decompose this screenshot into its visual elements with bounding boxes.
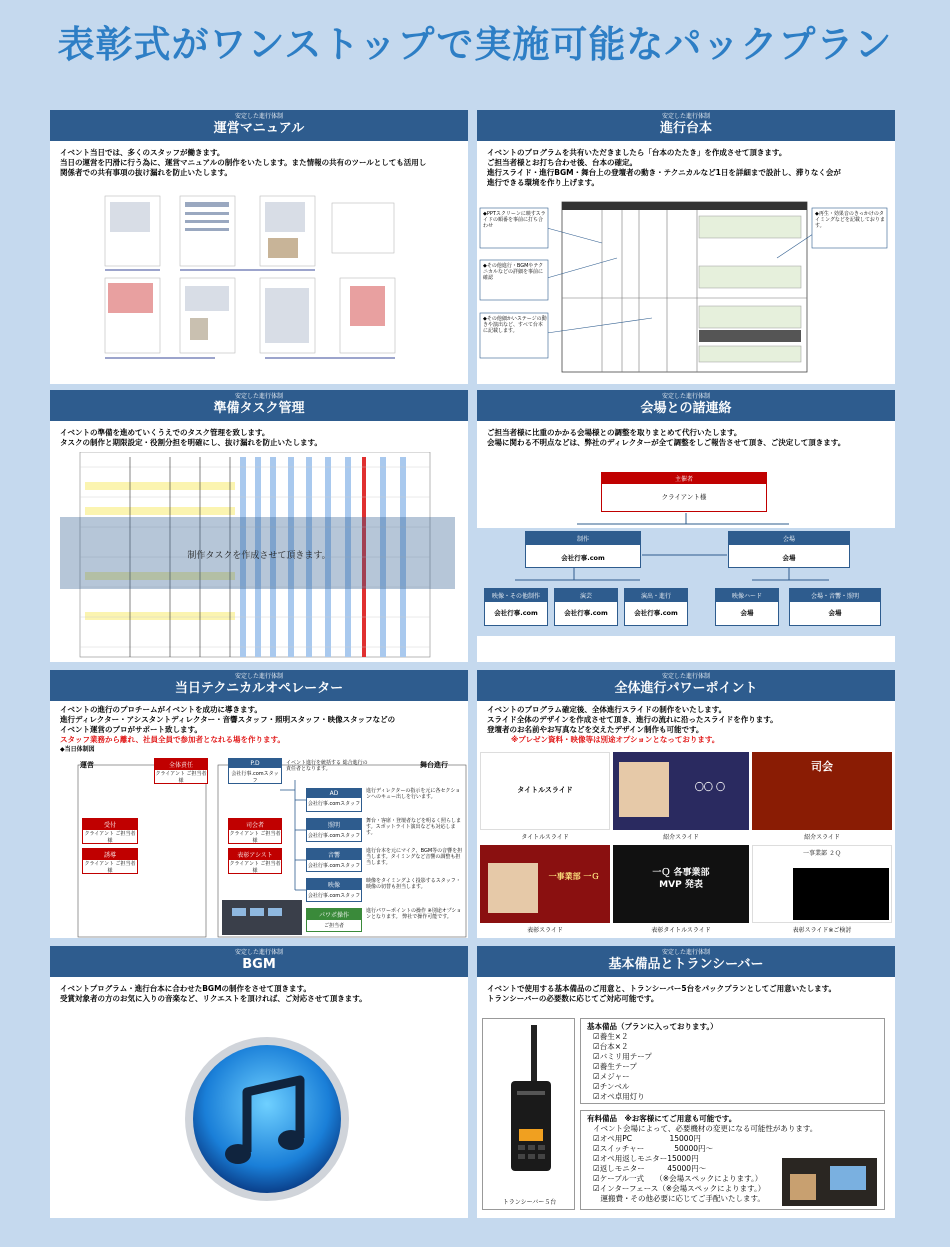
org-box-venue xyxy=(728,531,850,568)
op-box-head: 照明 xyxy=(307,819,361,830)
op-box-value: 会社行事.comスタッフ xyxy=(307,893,361,899)
header-subtitle: 安定した進行体制 xyxy=(661,673,710,680)
desc-line: イベントプログラム・進行台本に合わせたBGMの制作をさせて頂きます。 xyxy=(60,984,311,993)
op-note-pd: イベント進行を統括する 総合進行の責任者となります。 xyxy=(286,760,368,772)
panel-venue xyxy=(477,390,895,662)
basic-equipment-box xyxy=(580,1018,885,1104)
org-box-head: 演出・進行 xyxy=(625,589,687,602)
op-note-video: 映像をタイミングよく投影するスタッフ・映像の切替も担当します。 xyxy=(366,878,461,890)
panel-bgm xyxy=(50,946,468,1218)
panel-header xyxy=(50,390,468,421)
slide-thumb xyxy=(613,752,749,830)
operator-right-label: 舞台進行 xyxy=(420,761,448,769)
op-box-ad xyxy=(306,788,362,812)
desc-line: 進行ディレクター・アシスタントディレクター・音響スタッフ・照明スタッフ・映像スタッフなどの xyxy=(60,715,396,724)
desc-line: 登壇者のお名前やお写真などを交えたデザイン制作も可能です。 xyxy=(487,725,704,734)
header-title: 進行台本 xyxy=(659,121,712,136)
panel-header xyxy=(50,946,468,977)
op-box-value: クライアント ご担当者様 xyxy=(229,861,281,874)
panel-description xyxy=(50,141,468,178)
op-box-head: 司会者 xyxy=(229,819,281,830)
header-title: 全体進行パワーポイント xyxy=(614,681,758,696)
op-box-head: AD xyxy=(307,789,361,798)
op-box-value: クライアント ご担当者様 xyxy=(229,831,281,844)
slide-photo xyxy=(619,762,669,817)
op-box-head: 表彰アシスト xyxy=(229,849,281,860)
slide-caption: 表彰スライド※ご検討 xyxy=(792,927,852,934)
slide-black-area xyxy=(793,868,889,920)
operator-figure xyxy=(790,1174,816,1200)
org-box-value: 会場 xyxy=(740,609,754,617)
org-box-value: 会社行事.com xyxy=(494,609,538,617)
desc-line: イベントの準備を進めていくうえでのタスク管理を致します。 xyxy=(60,428,270,437)
org-box-entertainment xyxy=(554,588,618,626)
paid-item: 運搬費・その他必要に応じてご手配いたします。 xyxy=(593,1194,765,1203)
radio-caption: トランシーバー５台 xyxy=(502,1199,557,1206)
op-box-director xyxy=(154,758,208,784)
op-box-head: 受付 xyxy=(83,819,137,830)
basic-item: ☑養生×２ xyxy=(593,1032,629,1041)
org-box-head: 映像・その他制作 xyxy=(485,589,547,602)
desc-line: 進行スライド・進行BGM・舞台上の登壇者の動き・テクニカルなど1日を詳細まで設計し、滞りなく会が xyxy=(487,168,841,177)
slide-inner-text: 司会 xyxy=(811,760,833,773)
desc-line: イベント当日では、多くのスタッフが働きます。 xyxy=(60,148,225,157)
paid-item: ☑返しモニター 45000円〜 xyxy=(593,1164,707,1173)
op-note-ppt: 進行パワーポイントの操作 ※別途オプションとなります。 弊社で操作可能です。 xyxy=(366,908,462,920)
op-box-head: 全体責任 xyxy=(155,759,207,770)
org-box-value: 会社行事.com xyxy=(564,609,608,617)
header-subtitle: 安定した進行体制 xyxy=(661,393,710,400)
chart-label: ◆当日体制図 xyxy=(60,746,95,753)
page-title: 表彰式がワンストップで実施可能なパックプラン xyxy=(57,23,893,66)
slide-caption: 紹介スライド xyxy=(663,834,699,841)
script-callout: ◆再生・効果音のきっかけのタイミングなどを記載しております。 xyxy=(815,211,885,229)
desc-line: 当日の運営を円滑に行う為に、運営マニュアルの制作をいたします。また情報の共有のツールとしても活用し xyxy=(60,158,427,167)
org-box-venue-sound-light xyxy=(789,588,881,626)
org-box-head: 映像ハード xyxy=(716,589,778,602)
org-box-value: 会社行事.com xyxy=(561,554,605,562)
op-note-sound: 進行台本を元にマイク、BGM等の音響を担当します。タイミングなど音響の調整も担当します。 xyxy=(366,848,463,866)
panel-script xyxy=(477,110,895,384)
desc-line: ご担当者様とお打ち合わせ後、台本の確定。 xyxy=(487,158,637,167)
header-subtitle: 安定した進行体制 xyxy=(234,673,283,680)
op-box-head: 映像 xyxy=(307,879,361,890)
op-box-value: ご担当者 xyxy=(323,923,344,929)
panel-tasks xyxy=(50,390,468,662)
operator-left-label: 運営 xyxy=(80,761,94,769)
task-overlay-text: 制作タスクを作成させて頂きます。 xyxy=(187,551,331,561)
music-note-icon xyxy=(182,1034,352,1204)
script-callout: ◆その他進行・BGMやテクニカルなどの詳細を事前に確認 xyxy=(483,263,544,281)
op-box-value: 会社行事.comスタッフ xyxy=(307,833,361,839)
desc-line: スライド全体のデザインを作成させて頂き、進行の流れに沿ったスライドを作ります。 xyxy=(487,715,778,724)
desc-line: 関係者での共有事項の抜け漏れを防止いたします。 xyxy=(60,168,232,177)
slide-caption: タイトルスライド xyxy=(521,834,569,841)
header-subtitle: 安定した進行体制 xyxy=(234,949,283,956)
transceiver-icon xyxy=(483,1019,573,1189)
operator-frame xyxy=(50,670,468,938)
paid-title: 有料備品 ※お客様にてご用意も可能です。 xyxy=(587,1114,737,1123)
op-box-reception xyxy=(82,818,138,844)
desc-line: 進行できる環境を作り上げます。 xyxy=(487,178,599,187)
slide-inner-text: 一事業部 一Ｇ xyxy=(548,872,600,881)
op-box-emcee xyxy=(228,818,282,844)
op-box-head: パワポ操作 xyxy=(307,909,361,920)
org-box-head: 会場 xyxy=(729,532,849,545)
org-box-value: 会社行事.com xyxy=(634,609,678,617)
header-title: 基本備品とトランシーバー xyxy=(608,957,764,972)
panel-equipment xyxy=(477,946,895,1218)
op-box-guide xyxy=(82,848,138,874)
org-box-organizer xyxy=(601,472,767,512)
paid-item: ☑オペ用PC 15000円 xyxy=(593,1134,701,1143)
desc-line: トランシーバーの必要数に応じてご対応可能です。 xyxy=(487,994,659,1003)
panel-header xyxy=(477,110,895,141)
org-box-value: クライアント様 xyxy=(661,493,707,501)
op-box-value: 会社行事.comスタッフ xyxy=(307,801,361,807)
panel-ppt xyxy=(477,670,895,938)
basic-item: ☑チンベル xyxy=(593,1082,630,1091)
equipment-photo xyxy=(782,1158,877,1206)
org-box-head: 演芸 xyxy=(555,589,617,602)
basic-item: ☑メジャー xyxy=(593,1072,630,1081)
op-box-value: 会社行事.comスタッフ xyxy=(231,771,279,784)
desc-line: イベントのプログラム確定後、全体進行スライドの制作をいたします。 xyxy=(487,705,727,714)
panel-header xyxy=(50,110,468,141)
op-box-sound xyxy=(306,848,362,872)
panel-header xyxy=(477,670,895,701)
slide-thumb xyxy=(752,845,892,923)
basic-item: ☑台本×２ xyxy=(593,1042,629,1051)
slide-inner-text: 一事業部 ２Ｑ xyxy=(803,850,841,857)
header-subtitle: 安定した進行体制 xyxy=(234,113,283,120)
desc-line: イベントで使用する基本備品のご用意と、トランシーバー5台をパックプランとしてご用意いたします。 xyxy=(487,984,837,993)
slide-thumb xyxy=(480,845,610,923)
header-title: 会場との諸連絡 xyxy=(640,401,732,416)
desc-line: ご担当者様に比重のかかる会場様との調整を取りまとめて代行いたします。 xyxy=(487,428,742,437)
desc-line: イベントの進行のプロチームがイベントを成功に導きます。 xyxy=(60,705,262,714)
org-box-video-production xyxy=(484,588,548,626)
slide-caption: 表彰スライド xyxy=(527,927,563,934)
header-title: BGM xyxy=(242,957,276,972)
op-box-head: 誘導 xyxy=(83,849,137,860)
op-box-head: P.D xyxy=(229,759,281,768)
header-subtitle: 安定した進行体制 xyxy=(661,113,710,120)
op-box-value: クライアント ご担当者様 xyxy=(84,861,136,874)
slide-inner-text: タイトルスライド xyxy=(517,786,573,794)
header-title: 当日テクニカルオペレーター xyxy=(174,681,344,696)
slide-thumb xyxy=(613,845,749,923)
panel-description xyxy=(50,421,468,448)
op-box-head: 音響 xyxy=(307,849,361,860)
panel-description xyxy=(477,701,895,745)
manual-thumbnails xyxy=(50,188,468,378)
desc-line: 会場に関わる不明点などは、弊社のディレクターが全て調整をしご報告させて頂き、ご決定して頂きます。 xyxy=(487,438,846,447)
org-box-video-hardware xyxy=(715,588,779,626)
basic-title: 基本備品（プランに入っております。） xyxy=(587,1022,718,1031)
op-note-ad: 進行ディレクターの指示を元に各セクションへのキュー出しを行います。 xyxy=(366,788,461,800)
op-box-award-assist xyxy=(228,848,282,874)
op-box-light xyxy=(306,818,362,842)
op-box-value: クライアント ご担当者様 xyxy=(155,771,207,784)
op-note-light: 舞台・客席・登壇者などを明るく照らします。スポットライト演出なども対応します。 xyxy=(366,818,462,836)
panel-description xyxy=(477,977,895,1004)
basic-item: ☑バミリ用テープ xyxy=(593,1052,652,1061)
panel-description xyxy=(477,141,895,188)
org-box-production xyxy=(525,531,641,568)
radio-box xyxy=(482,1018,575,1210)
script-callout: ◆PPTスクリーンに映すスライドの順番を事前に打ち合わせ xyxy=(483,211,546,229)
org-box-direction xyxy=(624,588,688,626)
basic-item: ☑養生テープ xyxy=(593,1062,637,1071)
paid-item: ☑スイッチャー 50000円〜 xyxy=(593,1144,714,1153)
panel-header xyxy=(477,946,895,977)
slide-inner-text: 〇〇 〇 xyxy=(694,783,726,793)
slide-photo xyxy=(488,863,538,913)
slide-caption: 表彰タイトルスライド xyxy=(651,927,711,934)
slide-thumb xyxy=(480,752,610,830)
desc-line: イベント運営のプロがサポート致します。 xyxy=(60,725,202,734)
org-box-value: 会場 xyxy=(782,554,796,562)
desc-line-red: ※プレゼン資料・映像等は別途オプションとなっております。 xyxy=(511,735,720,744)
desc-line: タスクの制作と期限設定・役割分担を明確にし、抜け漏れを防止いたします。 xyxy=(60,438,322,447)
op-box-pd xyxy=(228,758,282,784)
op-box-value: クライアント ご担当者様 xyxy=(84,831,136,844)
slide-thumb xyxy=(752,752,892,830)
panel-operator xyxy=(50,670,468,938)
paid-item: ☑インターフェース（※会場スペックによります。） xyxy=(593,1184,766,1193)
op-box-ppt xyxy=(306,908,362,932)
basic-item: ☑オペ卓用灯り xyxy=(593,1092,645,1101)
org-box-head: 制作 xyxy=(526,532,640,545)
slide-caption: 紹介スライド xyxy=(804,834,840,841)
script-callout: ◆その他細かいステージの動きや演出など、すべて台本に記載します。 xyxy=(483,316,547,334)
header-title: 運営マニュアル xyxy=(213,121,305,136)
org-box-value: 会場 xyxy=(828,609,842,617)
desc-line: 受賞対象者の方のお気に入りの音楽など、リクエストを頂ければ、ご対応させて頂きます。 xyxy=(60,994,367,1003)
org-box-head: 会場・音響・照明 xyxy=(790,589,880,602)
desc-line-red: スタッフ業務から離れ、社員全員で参加者となれる場を作ります。 xyxy=(60,735,285,744)
panel-manual xyxy=(50,110,468,384)
header-subtitle: 安定した進行体制 xyxy=(661,949,710,956)
paid-subtitle: イベント会場によって、必要機材の変更になる可能性があります。 xyxy=(593,1124,818,1133)
header-title: 準備タスク管理 xyxy=(213,401,305,416)
op-box-value: 会社行事.comスタッフ xyxy=(307,863,361,869)
monitor-screen xyxy=(830,1166,866,1190)
paid-item: ☑オペ用返しモニター15000円 xyxy=(593,1154,699,1163)
paid-item: ☑ケーブル一式 （※会場スペックによります。） xyxy=(593,1174,763,1183)
panel-description xyxy=(50,977,468,1004)
slide-inner-text: 一Ｑ 各事業部 MVP 発表 xyxy=(652,868,710,890)
header-subtitle: 安定した進行体制 xyxy=(234,393,283,400)
org-box-head: 主催者 xyxy=(602,473,766,484)
desc-line: イベントのプログラムを共有いただきましたら「台本のたたき」を作成させて頂きます。 xyxy=(487,148,787,157)
op-box-video xyxy=(306,878,362,902)
